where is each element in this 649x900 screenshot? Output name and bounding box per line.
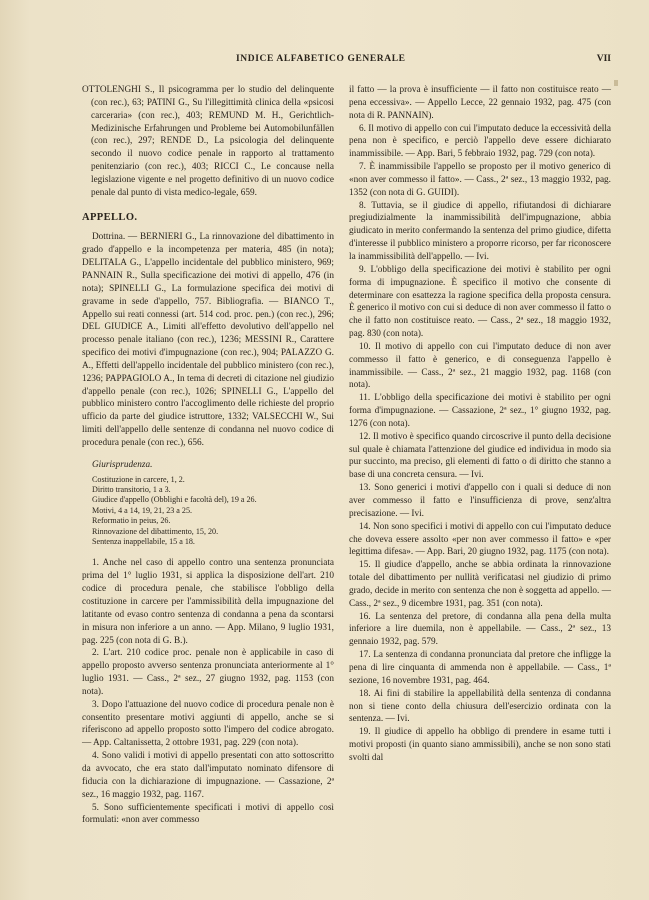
case-entry: 10. Il motivo di appello con cui l'imputato deduce di non aver commesso il fatto è generico, e di conseguenza l'appello è inammissibile. — Cass., 2ª sez., 21 maggio 1932, pag. 1168 (con nota). — [349, 341, 611, 391]
dottrina-paragraph: Dottrina. — BERNIERI G., La rinnovazione del dibattimento in grado d'appello e la incompetenza per materia, 485 (in nota); DELITALA G., L'appello incidentale del pubblico ministero, 969; PANNAIN R., Sulla specificazione dei motivi di appello, 476 (in nota); SPINELLI G., La formulazione specifica dei motivi di gravame in sede d'appello, 757. Bibliografia. — BIANCO T., Appello sui reati connessi (art. 514 cod. proc. pen.) (con rec.), 296; DEL GIUDICE A., Limiti all'effetto devolutivo dell'appello nel processo penale italiano (con rec.), 1236; MESSINI R., Carattere specifico dei motivi d'impugnazione (con rec.), 904; PALAZZO G. A., Effetti dell'appello incidentale del pubblico ministero (con rec.), 1236; PAPPAGIOLO A., In tema di decreti di citazione nel giudizio d'appello penale (con rec.), 1026; SPINELLI G., L'appello del pubblico ministero contro l'accoglimento delle richieste del proprio ufficio da parte del giudice istruttore, 1332; VALSECCHI W., Sui limiti dell'appello delle sentenze di condanna nel nuovo codice di procedura penale (con rec.), 656. — [82, 232, 334, 448]
subject-index-item: Rinnovazione del dibattimento, 15, 20. — [92, 526, 219, 536]
giurisprudenza-heading: Giurisprudenza. — [92, 459, 153, 470]
running-header: INDICE ALFABETICO GENERALE — [236, 54, 406, 64]
case-entry: 14. Non sono specifici i motivi di appello con cui l'imputato deduce che doveva essere assolto «per non aver commesso il fatto» e «per legittima difesa». — App. Bari, 20 giugno 1932, pag. 1175 (con nota). — [349, 521, 611, 558]
case-entry: 8. Tuttavia, se il giudice di appello, rifiutandosi di dichiarare pregiudizialmente la inammissibilità dell'impugnazione, abbia giudicato in merito confermando la sentenza del primo giudice, difetta d'interesse il pubblico ministero a proporre ricorso, per far riconoscere la inammissibilità dell'appello. — Ivi. — [349, 200, 611, 262]
page-mark — [614, 80, 618, 86]
section-title: APPELLO. — [82, 211, 138, 223]
subject-index-item: Sentenza inappellabile, 15 a 18. — [92, 537, 195, 547]
case-entry: 18. Ai fini di stabilire la appellabilità della sentenza di condanna non si tiene conto della chiusura dell'esercizio ordinata con la sentenza. — Ivi. — [349, 688, 611, 725]
case-entry: 4. Sono validi i motivi di appello presentati con atto sottoscritto da avvocato, che era stato dall'imputato nominato difensore di fiducia con la dichiarazione di impugnazione. — Cassazione, 2ª sez., 16 maggio 1932, pag. 1167. — [82, 751, 334, 800]
case-entry: 12. Il motivo è specifico quando circoscrive il punto della decisione sul quale è chiamata l'attenzione del giudice ed individua in modo sia pur succinto, ma preciso, gli elementi di fatto o di diritto che stanno a base di una concreta censura. — Ivi. — [349, 431, 611, 481]
case-entry: 19. Il giudice di appello ha obbligo di prendere in esame tutti i motivi proposti (in quanto siano ammissibili), anche se non sono stati svolti dal — [349, 727, 611, 763]
subject-index-item: Motivi, 4 a 14, 19, 21, 23 a 25. — [92, 505, 193, 515]
subject-index-item: Diritto transitorio, 1 a 3. — [92, 485, 171, 495]
case-entry: 16. La sentenza del pretore, di condanna alla pena della multa inferiore a lire duemila, non è appellabile. — Cass., 2ª sez., 13 gennaio 1932, pag. 579. — [349, 611, 611, 648]
subject-index-list — [82, 475, 334, 548]
case-entry: 2. L'art. 210 codice proc. penale non è applicabile in caso di appello proposto avverso sentenza pronunciata anteriormente al 1° luglio 1931. — Cass., 2ª sez., 27 giugno 1932, pag. 1153 (con nota). — [82, 648, 334, 697]
bibliography-paragraph: OTTOLENGHI S., Il psicogramma per lo studio del delinquente (con rec.), 63; PATINI G., Su l'illegittimità clinica della «psicosi carceraria» (con rec.), 403; REMUND M. H., Gerichtlich-Medizinische Erfahrungen und Probleme bei Automobilunfällen (con rec.), 297; RENDE D., La psicologia del delinquente secondo il nuovo codice penale in rapporto al trattamento penitenziario (con rec.), 403; RICCI C., Le concause nella legislazione vigente e nel progetto definitivo di un nuovo codice penale dal punto di vista medico-legale, 659. — [82, 85, 334, 198]
subject-index-item: Costituzione in carcere, 1, 2. — [92, 474, 185, 484]
subject-index-item: Reformatio in peius, 26. — [92, 516, 171, 526]
case-entry: 13. Sono generici i motivi d'appello con i quali si deduce di non aver commesso il fatto e l'insufficienza di prove, senz'altra precisazione. — Ivi. — [349, 483, 611, 519]
case-entry: 17. La sentenza di condanna pronunciata dal pretore che infligge la pena di lire cinquanta di ammenda non è appellabile. — Cass., 1ª sezione, 16 novembre 1931, pag. 464. — [349, 650, 611, 686]
case-entry: 1. Anche nel caso di appello contro una sentenza pronunciata prima del 1° luglio 1931, si applica la disposizione dell'art. 210 codice di procedura penale, che stabilisce l'obbligo della costituzione in carcere per l'ammissibilità della impugnazione del latitante od evaso contro sentenza di condanna a pena da scontarsi in misura non inferiore a un anno. — App. Milano, 9 luglio 1931, pag. 225 (con nota di G. B.). — [82, 558, 334, 646]
left-column — [82, 84, 334, 827]
right-column — [349, 84, 611, 765]
page-number: VII — [596, 54, 611, 64]
case-entry: 15. Il giudice d'appello, anche se abbia ordinata la rinnovazione totale del dibattimento per nullità verificatasi nel giudizio di primo grado, decide in merito con sentenza che non è soggetta ad appello. — Cass., 2ª sez., 9 dicembre 1931, pag. 351 (con nota). — [349, 560, 611, 609]
case-entry: il fatto — la prova è insufficiente — il fatto non costituisce reato — pena eccessiva». — Appello Lecce, 22 gennaio 1932, pag. 475 (con nota di R. PANNAIN). — [349, 85, 611, 121]
case-entry: 3. Dopo l'attuazione del nuovo codice di procedura penale non è consentito presentare motivi aggiunti di appello, anche se si riferiscono ad appello proposto sotto l'impero del codice abrogato. — App. Caltanissetta, 2 ottobre 1931, pag. 229 (con nota). — [82, 699, 334, 749]
subject-index-item: Giudice d'appello (Obblighi e facoltà del), 19 a 26. — [92, 495, 257, 505]
case-entry: 5. Sono sufficientemente specificati i motivi di appello così formulati: «non aver commesso — [82, 802, 334, 826]
case-entry: 6. Il motivo di appello con cui l'imputato deduce la eccessività della pena non è specifico, e perciò l'appello deve essere dichiarato inammissibile. — App. Bari, 5 febbraio 1932, pag. 729 (con nota). — [349, 123, 611, 160]
case-entry: 9. L'obbligo della specificazione dei motivi è stabilito per ogni forma di impugnazione. È specifico il motivo che consente di determinare con esattezza la ragione specifica della proposta censura. È generico il motivo con cui si deduce di non aver commesso il fatto o che il fatto non costituisce reato. — Cass., 2ª sez., 18 maggio 1932, pag. 830 (con nota). — [349, 264, 611, 340]
case-entry: 7. È inammissibile l'appello se proposto per il motivo generico di «non aver commesso il fatto». — Cass., 2ª sez., 13 maggio 1932, pag. 1352 (con nota di G. GUIDI). — [349, 162, 611, 198]
case-entry: 11. L'obbligo della specificazione dei motivi è stabilito per ogni forma d'impugnazione. — Cassazione, 2ª sez., 1° giugno 1932, pag. 1276 (con nota). — [349, 393, 611, 429]
